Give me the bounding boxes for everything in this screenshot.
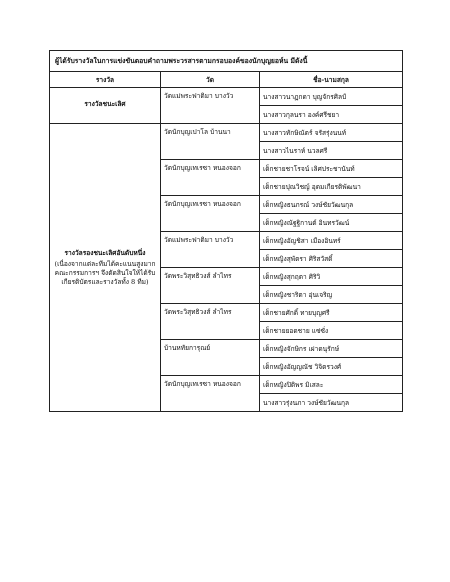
person-name-cell: เด็กหญิงณัฐฐิกานต์ อินทรวัฒน์ (260, 214, 403, 232)
person-name-cell: นางสาวทักษิณัตร์ จรัสรุ่งนนท์ (260, 124, 403, 142)
temple-cell: วัดพระวิสุทธิวงส์ ลำไทร (161, 268, 260, 304)
person-name-cell: เด็กชายชาโรจน์ เลิศประชานันท์ (260, 160, 403, 178)
table-title-row (50, 51, 403, 72)
table-row (50, 88, 403, 106)
person-name-cell: นางสาวกุลนรา องค์ศรีชยา (260, 106, 403, 124)
person-name-cell: เด็กหญิงจักษิกร เผ่าดนุรักษ์ (260, 340, 403, 358)
award2-award-cell (50, 124, 161, 412)
table-body (50, 88, 403, 412)
table-title: ผู้ได้รับรางวัลในการแข่งขันตอบคำถามพระวรสารตามกรอบองค์ของนักบุญยอห์น มีดังนี้ (50, 51, 403, 72)
table-header-row (50, 72, 403, 88)
table-row (50, 124, 403, 142)
temple-cell: วัดนักบุญเปาโล บ้านนา (161, 124, 260, 160)
header-award: รางวัล (50, 72, 161, 88)
header-temple: วัด (161, 72, 260, 88)
award-name: รางวัลรองชนะเลิศอันดับหนึ่ง (64, 248, 146, 257)
temple-cell: วัดนักบุญเทเรซา หนองจอก (161, 160, 260, 196)
award-table (49, 50, 403, 412)
header-name: ชื่อ-นามสกุล (260, 72, 403, 88)
person-name-cell: เด็กชายยอดชาย แซ่ซั่ง (260, 322, 403, 340)
temple-cell: วัดแม่พระฟาติมา บางวัว (161, 232, 260, 268)
temple-cell: วัดพระวิสุทธิวงส์ ลำไทร (161, 304, 260, 340)
person-name-cell: เด็กหญิงอัญชิสา เมืองอินทร์ (260, 232, 403, 250)
award1-award-cell (50, 88, 161, 124)
temple-cell: วัดนักบุญเทเรซา หนองจอก (161, 196, 260, 232)
temple-cell: วัดนักบุญเทเรซา หนองจอก (161, 376, 260, 412)
person-name-cell: เด็กหญิงสุพัตรา ศิริสวัสดิ์ (260, 250, 403, 268)
person-name-cell: เด็กชายศักดิ์ ทายบุญศรี (260, 304, 403, 322)
person-name-cell: เด็กหญิงธนภรณ์ วงษ์ชัยวัฒนกุล (260, 196, 403, 214)
person-name-cell: เด็กหญิงปิติพร มิเสละ (260, 376, 403, 394)
temple-cell: วัดแม่พระฟาติมา บางวัว (161, 88, 260, 124)
person-name-cell: เด็กหญิงสุกฤตา ศิริวิ (260, 268, 403, 286)
award-note: (เนื่องจากแต่ละทีมได้คะแนนสูงมาก คณะกรรมการฯ จึงตัดสินใจให้ได้รับเกียรติบัตรและรางวัลทั้ง 8 ทีม) (54, 259, 156, 286)
person-name-cell: เด็กชายปุณวิชญ์ อุดมเกียรติพัฒนา (260, 178, 403, 196)
award-results-document (49, 50, 402, 412)
temple-cell: บ้านหทัยการุณย์ (161, 340, 260, 376)
award-name: รางวัลชนะเลิศ (84, 100, 126, 108)
person-name-cell: นางสาวไนราห์ นวลศรี (260, 142, 403, 160)
person-name-cell: เด็กหญิงอัญญณัช วิจิตรวงศ์ (260, 358, 403, 376)
person-name-cell: เด็กหญิงชาริตา อุ่นเจริญ (260, 286, 403, 304)
person-name-cell: นางสาวนาฏกดา บุญจักรศิลป์ (260, 88, 403, 106)
person-name-cell: นางสาวรุ่งนภา วงษ์ชัยวัฒนกุล (260, 394, 403, 412)
